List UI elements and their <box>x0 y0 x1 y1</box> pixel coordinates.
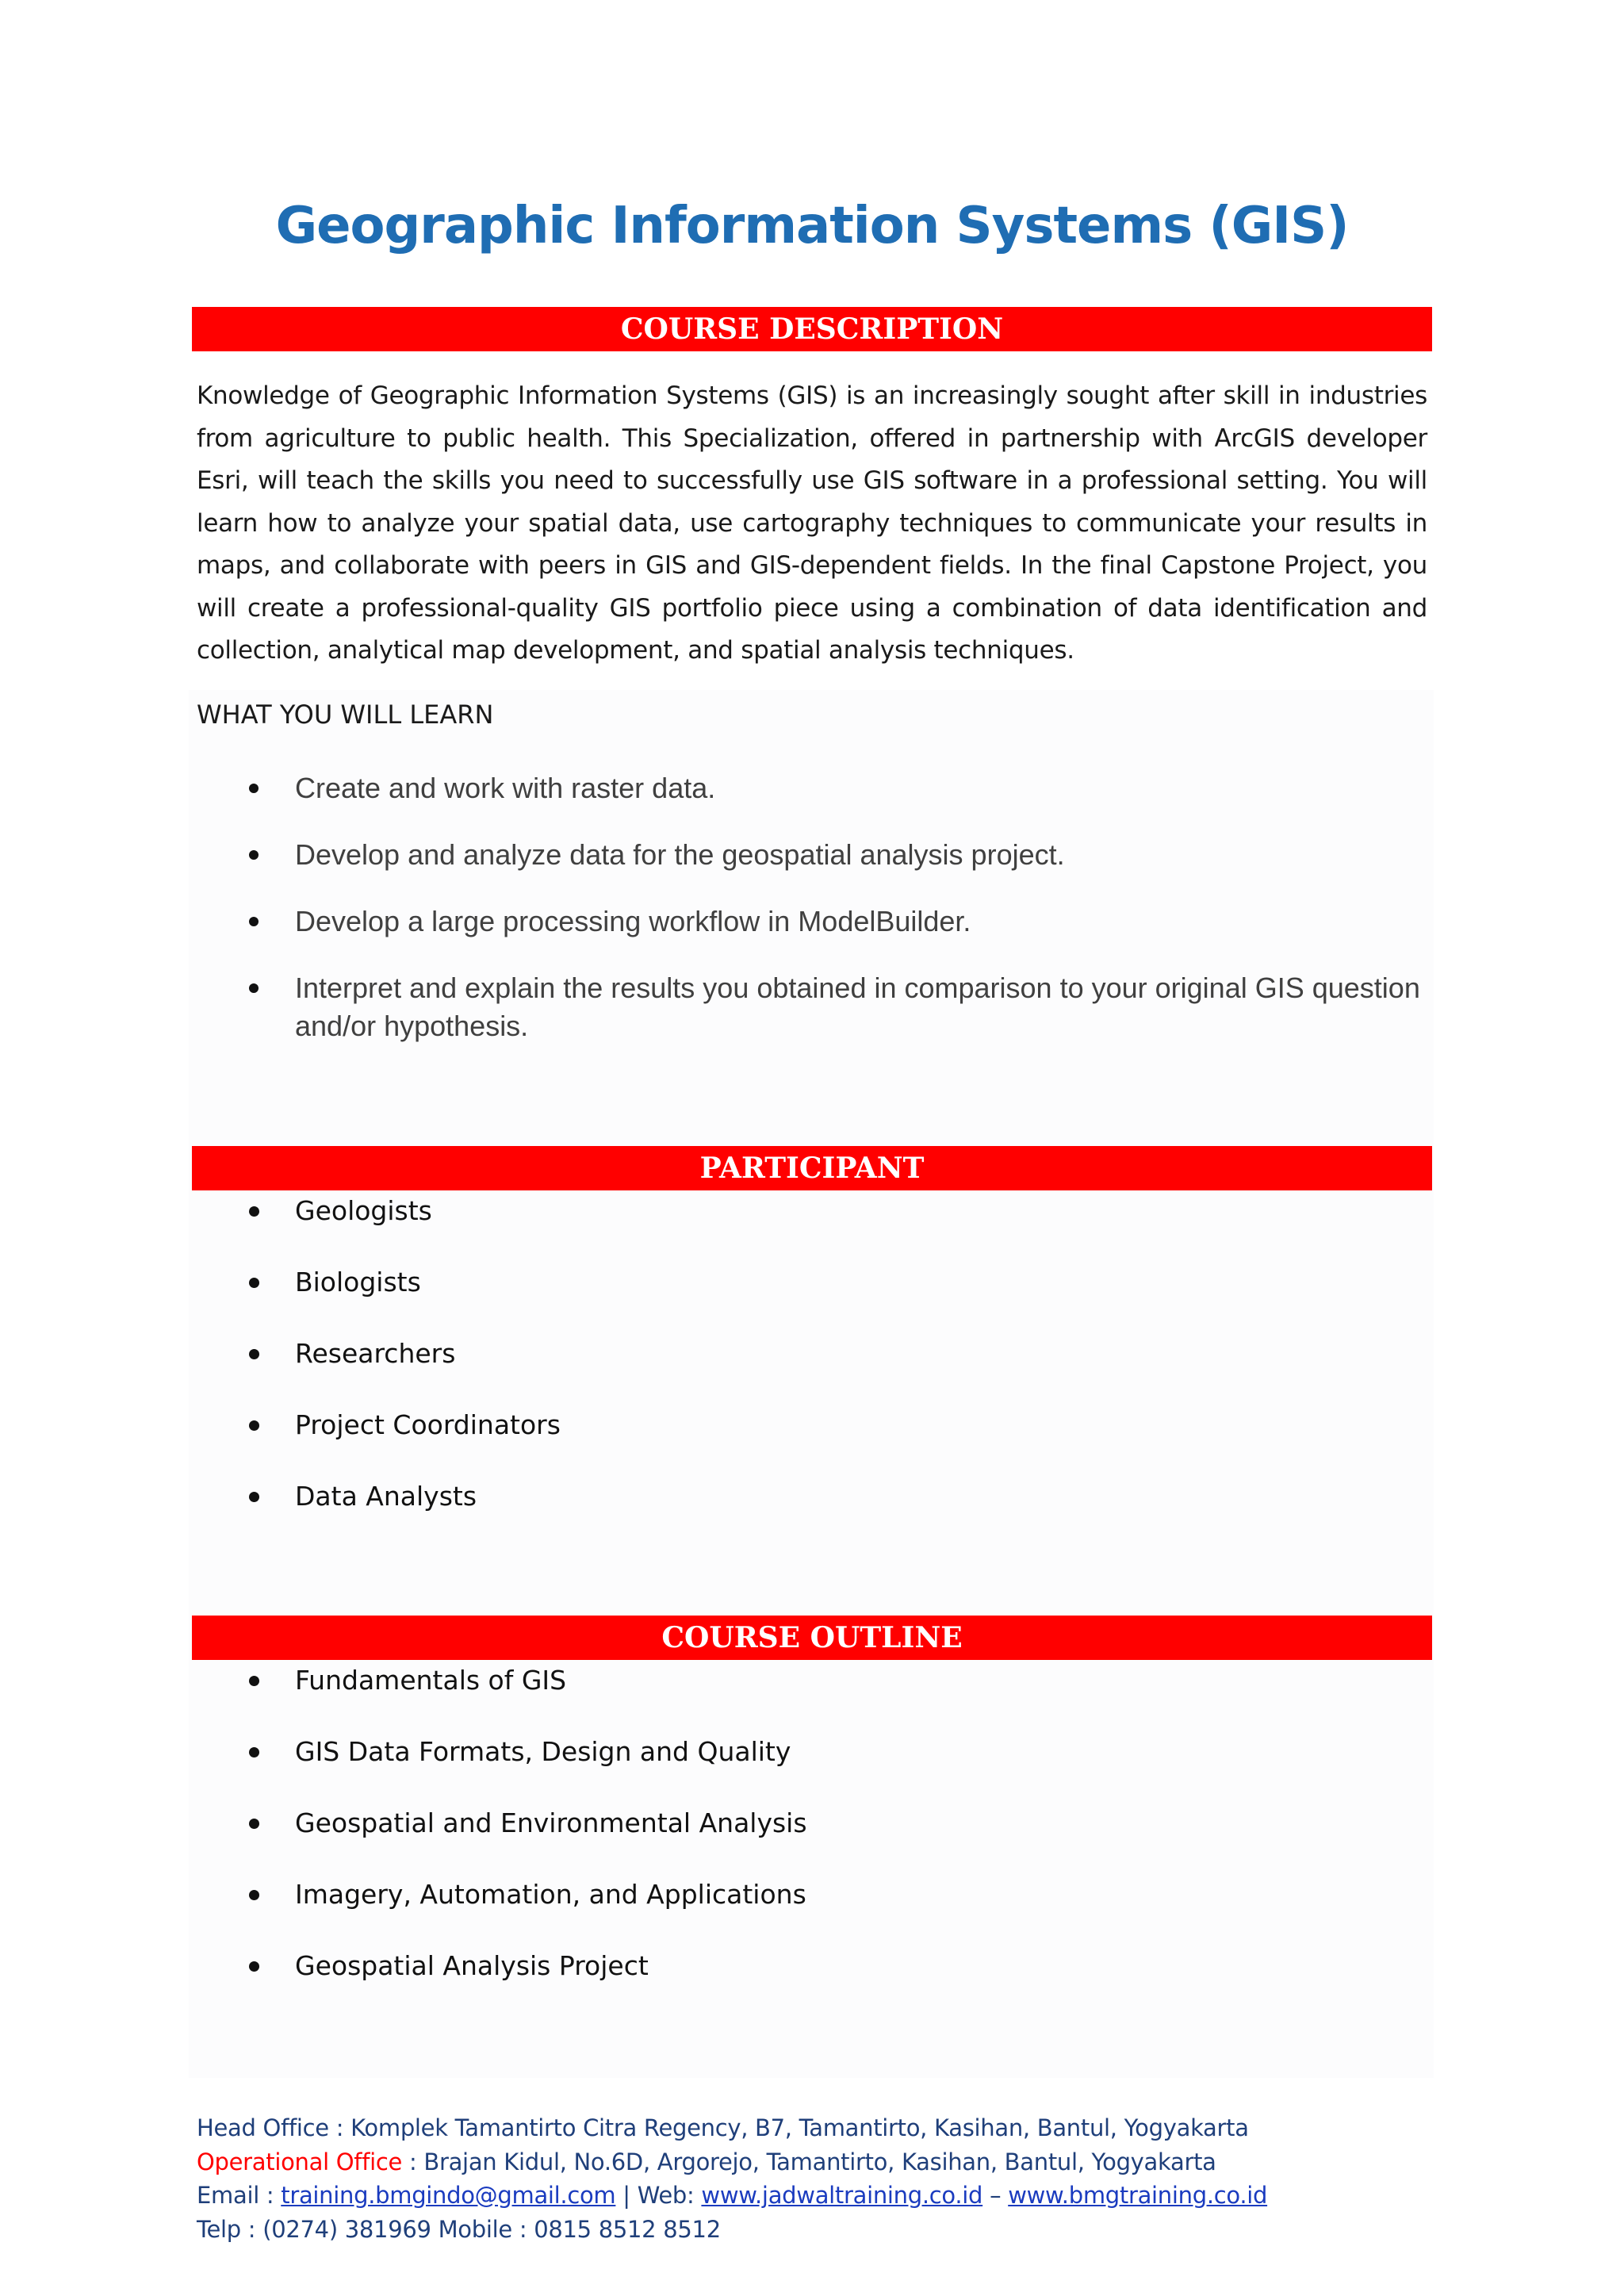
course-outline-header: COURSE OUTLINE <box>192 1616 1432 1660</box>
page-title: Geographic Information Systems (GIS) <box>275 197 1349 255</box>
course-description-header: COURSE DESCRIPTION <box>192 307 1432 351</box>
participant-list <box>197 1192 1427 1549</box>
list-item: Imagery, Automation, and Applications <box>197 1876 1427 1947</box>
bullet-icon <box>249 1206 259 1217</box>
list-item: Geospatial and Environmental Analysis <box>197 1804 1427 1876</box>
head-office-label: Head Office <box>197 2114 329 2141</box>
list-item: Develop and analyze data for the geospatial analysis project. <box>197 836 1427 874</box>
head-office-address: : Komplek Tamantirto Citra Regency, B7, Tamantirto, Kasihan, Bantul, Yogyakarta <box>328 2114 1249 2141</box>
list-item: Biologists <box>197 1263 1427 1335</box>
bullet-icon <box>249 1961 259 1972</box>
email-link[interactable]: training.bmgindo@gmail.com <box>281 2182 616 2209</box>
list-item: Fundamentals of GIS <box>197 1662 1427 1733</box>
bullet-icon <box>249 1747 259 1757</box>
bmgtraining-link[interactable]: www.bmgtraining.co.id <box>1008 2182 1268 2209</box>
participant-header: PARTICIPANT <box>192 1146 1432 1190</box>
what-you-will-learn-heading: WHAT YOU WILL LEARN <box>197 700 494 730</box>
list-item: Develop a large processing workflow in ModelBuilder. <box>197 903 1427 941</box>
list-item: GIS Data Formats, Design and Quality <box>197 1733 1427 1804</box>
web-separator: – <box>982 2182 1009 2209</box>
web-label: | Web: <box>615 2182 702 2209</box>
email-web-line <box>197 2179 1267 2213</box>
bullet-icon <box>249 1890 259 1900</box>
operational-office-address: : Brajan Kidul, No.6D, Argorejo, Tamantirto, Kasihan, Bantul, Yogyakarta <box>402 2148 1216 2175</box>
jadwaltraining-link[interactable]: www.jadwaltraining.co.id <box>701 2182 983 2209</box>
list-item: Geologists <box>197 1192 1427 1263</box>
bullet-icon <box>249 1420 259 1431</box>
list-item: Create and work with raster data. <box>197 769 1427 807</box>
course-description-text: Knowledge of Geographic Information Systems (GIS) is an increasingly sought after skill in industries from agriculture to public health. This Specialization, offered in partnership with ArcGIS developer Esri, will teach the skills you need to successfully use GIS software in a professional setting. You will learn how to analyze your spatial data, use cartography techniques to communicate your results in maps, and collaborate with peers in GIS and GIS-dependent fields. In the final Capstone Project, you will create a professional-quality GIS portfolio piece using a combination of data identification and collection, analytical map development, and spatial analysis techniques. <box>197 381 1427 665</box>
email-label: Email : <box>197 2182 282 2209</box>
bullet-icon <box>249 1492 259 1502</box>
bullet-icon <box>249 1278 259 1288</box>
bullet-icon <box>249 784 259 793</box>
footer-contact <box>197 2111 1267 2246</box>
bullet-icon <box>249 983 259 993</box>
bullet-icon <box>249 917 259 926</box>
operational-office-label: Operational Office <box>197 2148 403 2175</box>
list-item: Project Coordinators <box>197 1406 1427 1478</box>
operational-office-line <box>197 2145 1267 2179</box>
bullet-icon <box>249 1676 259 1686</box>
bullet-icon <box>249 850 259 860</box>
list-item: Data Analysts <box>197 1478 1427 1549</box>
bullet-icon <box>249 1819 259 1829</box>
phone-line: Telp : (0274) 381969 Mobile : 0815 8512 8512 <box>197 2215 721 2243</box>
course-outline-list <box>197 1662 1427 2018</box>
list-item: Interpret and explain the results you obtained in comparison to your original GIS question and/or hypothesis. <box>197 969 1427 1045</box>
bullet-icon <box>249 1349 259 1359</box>
list-item: Geospatial Analysis Project <box>197 1947 1427 2018</box>
list-item: Researchers <box>197 1335 1427 1406</box>
head-office-line <box>197 2111 1267 2145</box>
learn-list <box>197 769 1427 1074</box>
